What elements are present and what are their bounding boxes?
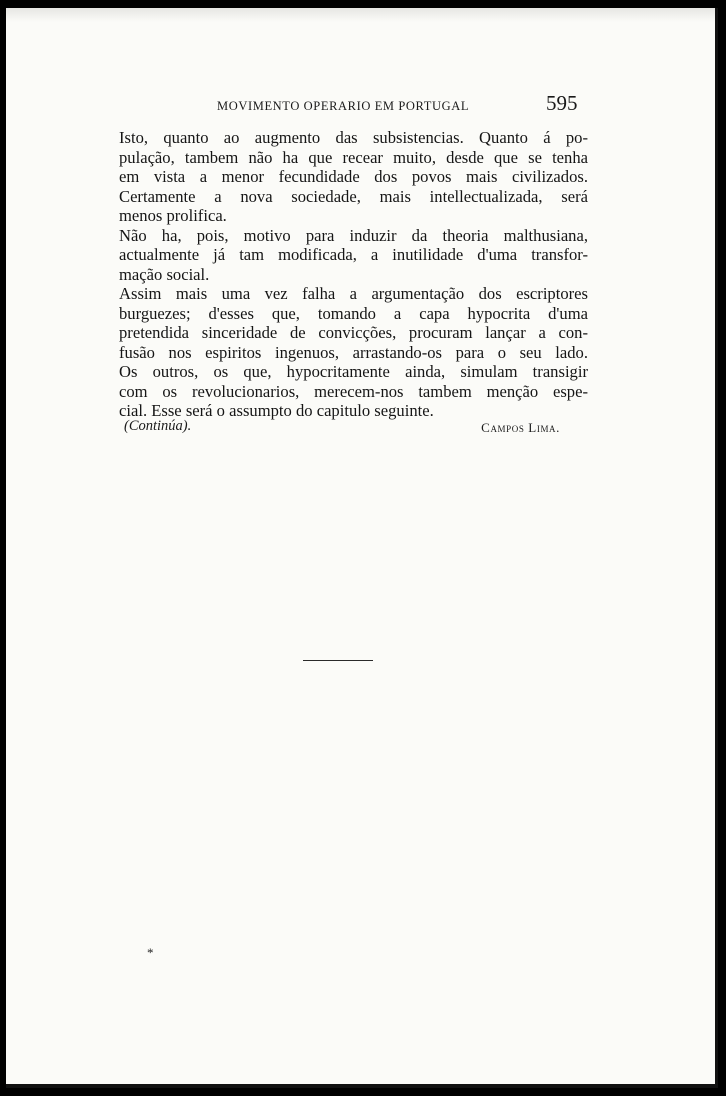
text-line: Assim mais uma vez falha a argumentação dos escriptores xyxy=(119,284,588,303)
text-line: menos prolifica. xyxy=(119,206,227,225)
paragraph xyxy=(119,128,588,226)
continued-note: (Continúa). xyxy=(124,418,192,434)
author-signature: Campos Lima. xyxy=(481,420,560,435)
text-line: burguezes; d'esses que, tomando a capa hypocrita d'uma xyxy=(119,303,588,323)
text-line: fusão nos espiritos ingenuos, arrastando-os para o seu lado. xyxy=(119,342,588,362)
text-line: pretendida sinceridade de convicções, procuram lançar a con- xyxy=(119,323,588,342)
body-text xyxy=(119,128,588,421)
text-line: com os revolucionarios, merecem-nos tambem menção espe- xyxy=(119,381,588,401)
text-line: Não ha, pois, motivo para induzir da theoria malthusiana, xyxy=(119,225,588,245)
text-line: Isto, quanto ao augmento das subsistencias. Quanto á po- xyxy=(119,128,588,147)
text-line: cial. Esse será o assumpto do capitulo seguinte. xyxy=(119,401,434,420)
paragraph xyxy=(119,226,588,285)
page-number: 595 xyxy=(546,91,578,115)
section-divider xyxy=(303,660,373,661)
text-line: actualmente já tam modificada, a inutilidade d'uma transfor- xyxy=(119,245,588,264)
text-line: Os outros, os que, hypocritamente ainda, simulam transigir xyxy=(119,362,588,381)
signoff xyxy=(124,418,560,440)
running-title: MOVIMENTO OPERARIO EM PORTUGAL xyxy=(217,99,470,113)
ink-speck: * xyxy=(147,945,154,960)
paragraph xyxy=(119,284,588,421)
text-line: em vista a menor fecundidade dos povos mais civilizados. xyxy=(119,167,588,186)
page-header xyxy=(6,91,715,120)
text-line: pulação, tambem não ha que recear muito, desde que se tenha xyxy=(119,147,588,167)
text-line: Certamente a nova sociedade, mais intellectualizada, será xyxy=(119,186,588,206)
book-page xyxy=(6,8,718,1088)
text-line: mação social. xyxy=(119,264,210,284)
